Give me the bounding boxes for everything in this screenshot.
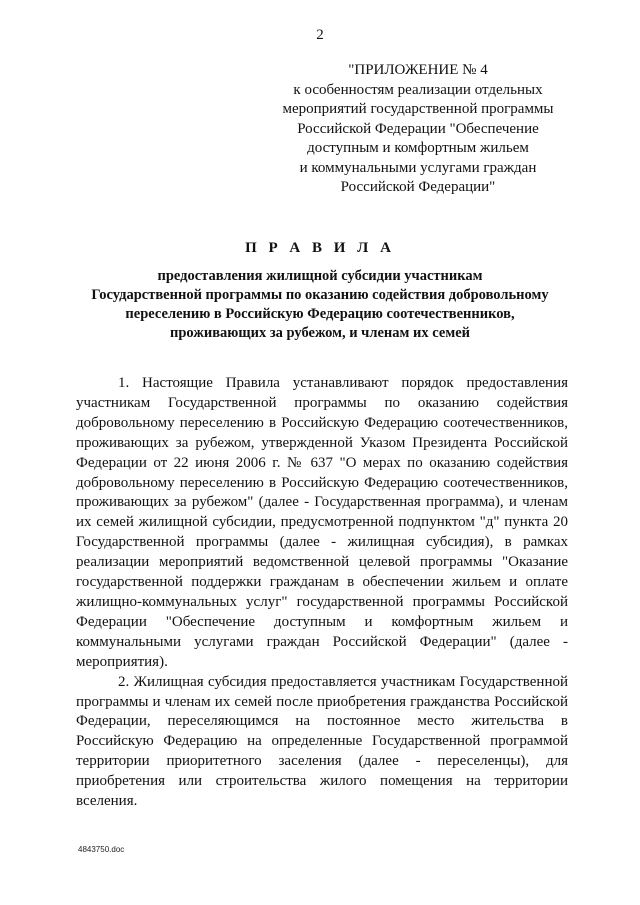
rules-subtitle [60,267,580,343]
appendix-title: "ПРИЛОЖЕНИЕ № 4 [348,62,488,78]
rules-title: П Р А В И Л А [245,240,395,256]
paragraph-1: 1. Настоящие Правила устанавливают порядок предоставления участникам Государственной программы по оказанию содействия добровольному переселению в Российскую Федерацию соотечественников, проживающих за рубежом, утвержденной Указом Президента Российской Федерации от 22 июня 2006 г. № 637 "О мерах по оказанию содействия добровольному переселению в Российскую Федерацию соотечественников, проживающих за рубежом" (далее - Государственная программа), и членам их семей жилищной субсидии, предусмотренной подпунктом "д" пункта 20 Государственной программы (далее - жилищная субсидия), в рамках реализации мероприятий ведомственной целевой программы "Оказание государственной поддержки гражданам в обеспечении жильем и оплате жилищно-коммунальных услуг" государственной программы Российской Федерации "Обеспечение доступным и комфортным жильем и коммунальными услугами граждан Российской Федерации" (далее - мероприятия). [76,375,568,670]
rules-subtitle-line: предоставления жилищной субсидии участникам [157,268,483,284]
document-body [76,374,568,812]
appendix-line: Российской Федерации "Обеспечение [297,120,539,137]
appendix-header [268,61,568,198]
page-number: 2 [316,27,324,43]
appendix-line: доступным и комфортным жильем [307,140,529,156]
appendix-line: Российской Федерации" [340,179,496,195]
document-file-id: 4843750.doc [78,845,125,854]
rules-subtitle-line: проживающих за рубежом, и членам их семей [170,325,470,341]
rules-subtitle-line: переселению в Российскую Федерацию соотечественников, [125,306,515,322]
appendix-line: и коммунальными услугами граждан [299,159,537,176]
appendix-line: к особенностям реализации отдельных [293,81,543,98]
rules-subtitle-line: Государственной программы по оказанию содействия добровольному [91,287,549,303]
paragraph-2: 2. Жилищная субсидия предоставляется участникам Государственной программы и членам их семей после приобретения гражданства Российской Федерации, переселяющимся на постоянное место жительства в Российскую Федерацию на определенные Государственной программой территории приоритетного заселения (далее - переселенцы), для приобретения или строительства жилого помещения на территории вселения. [76,673,568,810]
appendix-line: мероприятий государственной программы [282,101,554,117]
